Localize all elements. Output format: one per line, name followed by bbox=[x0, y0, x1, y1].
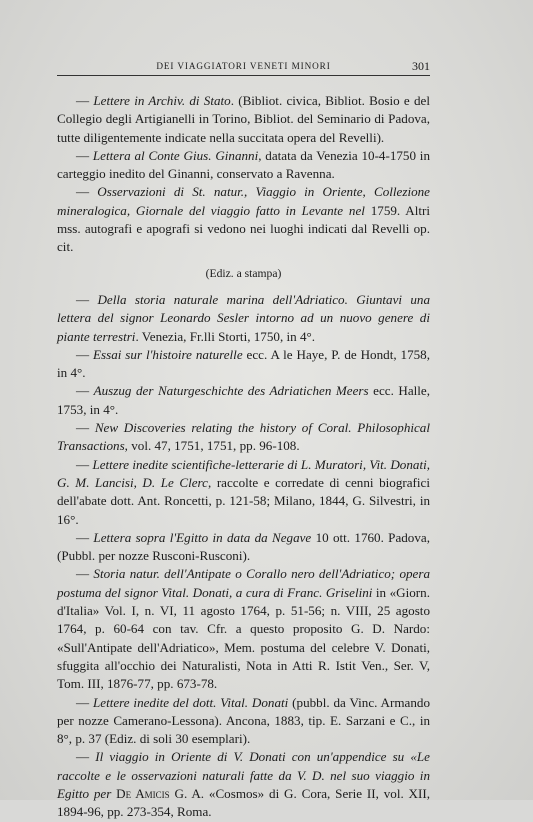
printed-entry: — Essai sur l'histoire naturelle ecc. A le Haye, P. de Hondt, 1758, in 4°. bbox=[57, 346, 430, 381]
manuscript-entry: — Lettera al Conte Gius. Ginanni, datata da Venezia 10-4-1750 in carteggio inedito del Ginanni, conservato a Ravenna. bbox=[57, 147, 430, 182]
printed-entry: — Lettera sopra l'Egitto in data da Negave 10 ott. 1760. Padova, (Pubbl. per nozze Rusconi-Rusconi). bbox=[57, 529, 430, 564]
printed-entry: — Storia natur. dell'Antipate o Corallo nero dell'Adriatico; opera postuma del signor Vital. Donati, a cura di Franc. Griselini in «Giorn. d'Italia» Vol. I, n. VI, 11 agosto 1764, p. 51-56; n. VIII, 25 agosto 1764, p. 60-64 con tav. Cfr. a questo proposito G. D. Nardo: «Sull'Antipate dell'Adriatico», Mem. postuma del celebre V. Donati, sfuggita all'occhio dei Naturalisti, Nota in Atti R. Istit Ven., Ser. V, Tom. III, 1876-77, pp. 673-78. bbox=[57, 566, 431, 692]
printed-entry: — Auszug der Naturgeschichte des Adriatichen Meers ecc. Halle, 1753, in 4°. bbox=[57, 383, 430, 417]
running-header bbox=[57, 59, 430, 77]
page-body bbox=[57, 92, 430, 822]
printed-entry: — Lettere inedite scientifiche-letterarie di L. Muratori, Vit. Donati, G. M. Lancisi, D. Le Clerc, raccolte e corredate di cenni biografici dell'abate dott. Ant. Roncetti, p. 121-58; Milano, 1844, G. Silvestri, in 16°. bbox=[57, 456, 430, 527]
manuscript-entry: — Lettere in Archiv. di Stato. (Bibliot. civica, Bibliot. Bosio e del Collegio degli Artigianelli in Torino, Bibliot. del Seminario di Padova, tutte diligentemente indicate nella succitata opera del Revelli). bbox=[57, 93, 430, 145]
header-rule bbox=[57, 75, 430, 76]
printed-entry: — New Discoveries relating the history of Coral. Philosophical Transactions, vol. 47, 1751, 1751, pp. 96-108. bbox=[57, 420, 430, 454]
printed-entry: — Della storia naturale marina dell'Adriatico. Giuntavi una lettera del signor Leonardo Sesler intorno ad un nuovo genere di piante terrestri. Venezia, Fr.lli Storti, 1750, in 4°. bbox=[57, 291, 431, 344]
page-number: 301 bbox=[412, 59, 430, 73]
running-title: DEI VIAGGIATORI VENETI MINORI bbox=[156, 61, 331, 71]
section-label: (Ediz. a stampa) bbox=[205, 266, 282, 280]
printed-entry: — Lettere inedite del dott. Vital. Donati (pubbl. da Vinc. Armando per nozze Camerano-Lessona). Ancona, 1883, tip. E. Sarzani e C., in 8°, p. 37 (Ediz. di soli 30 esemplari). bbox=[57, 694, 430, 747]
printed-entry: — Il viaggio in Oriente di V. Donati con un'appendice su «Le raccolte e le osservazioni naturali fatte da V. D. nel suo viaggio in Egitto per De Amicis G. A. «Cosmos» di G. Cora, Serie II, vol. XII, 1894-96, pp. 273-354, Roma. bbox=[57, 749, 431, 820]
manuscript-entry: — Osservazioni di St. natur., Viaggio in Oriente, Collezione mineralogica, Giornale del viaggio fatto in Levante nel 1759. Altri mss. autografi e apografi si vedono nei luoghi indicati dal Revelli op. cit. bbox=[57, 184, 430, 255]
